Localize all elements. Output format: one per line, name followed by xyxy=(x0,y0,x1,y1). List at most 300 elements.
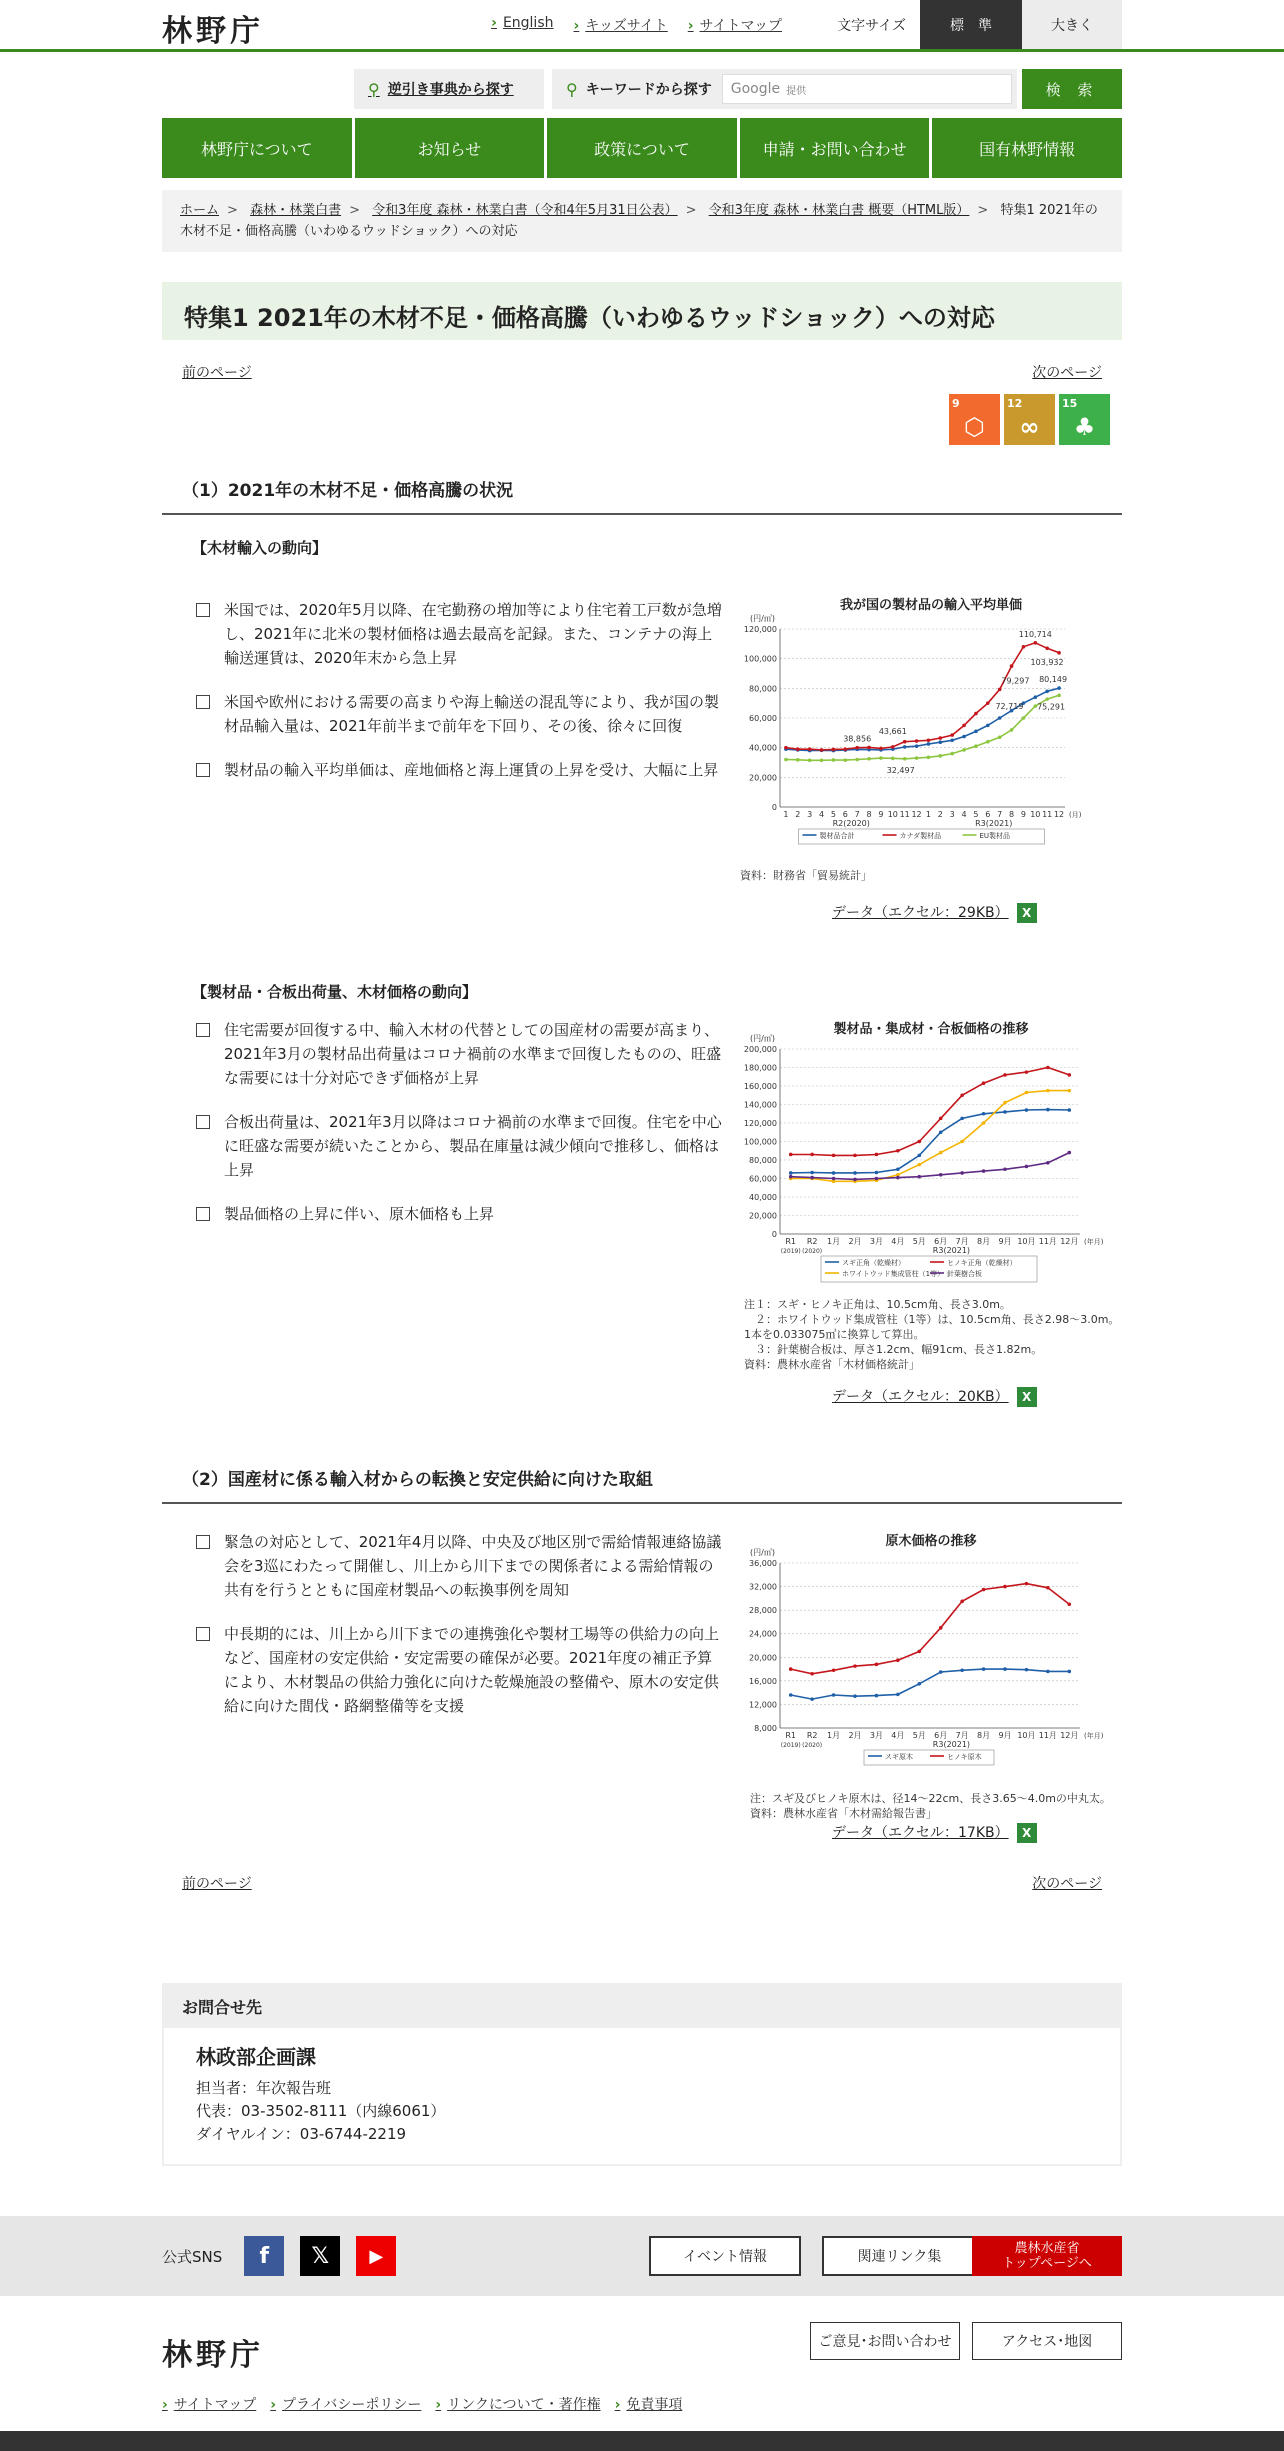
main-content xyxy=(162,190,1122,2166)
data-point xyxy=(903,757,907,761)
data-label: 43,661 xyxy=(878,727,907,737)
data-point xyxy=(960,1117,964,1121)
data-point xyxy=(1046,1066,1050,1070)
data-point xyxy=(1057,651,1061,655)
x-tick-label: 10月 xyxy=(1017,1237,1036,1246)
x-axis-label: (年月) xyxy=(1084,1732,1104,1740)
series-line xyxy=(786,643,1059,750)
section1-heading: （1）2021年の木材不足・価格高騰の状況 xyxy=(162,476,1122,515)
reverse-dictionary-label: 逆引き事典から探す xyxy=(387,82,514,98)
data-point xyxy=(879,756,883,760)
data-point xyxy=(1057,686,1061,690)
data-label: 32,497 xyxy=(886,765,915,775)
x-tick-label: 8 xyxy=(1009,810,1015,819)
bullet-item: 製品価格の上昇に伴い、原木価格も上昇 xyxy=(196,1202,722,1226)
data-point xyxy=(853,1178,857,1182)
contact-line: 担当者：年次報告班 xyxy=(196,2079,332,2097)
data-point xyxy=(917,1650,921,1654)
chart-source: 資料：財務省「貿易統計」 xyxy=(740,869,872,882)
section2-bullets xyxy=(162,1530,722,1830)
data-point xyxy=(939,1151,943,1155)
data-label: 103,932 xyxy=(1030,657,1064,667)
x-tick-label: 7月 xyxy=(955,1237,969,1246)
data-point xyxy=(962,724,966,728)
bullet-item: 合板出荷量は、2021年3月以降はコロナ禍前の水準まで回復。住宅を中心に旺盛な需要が続いたことから、製品在庫量は減少傾向で推移し、価格は上昇 xyxy=(196,1110,722,1182)
data-point xyxy=(867,757,871,761)
data-point xyxy=(950,733,954,737)
contact-box xyxy=(162,1983,1122,2166)
data-point xyxy=(853,1171,857,1175)
data-point xyxy=(832,1668,836,1672)
chart-notes: 注：スギ及びヒノキ原木は、径14～22cm、長さ3.65～4.0mの中丸太。 資料：農林水産省「木材需給報告書」 xyxy=(750,1792,1111,1820)
y-tick-label: 20,000 xyxy=(749,773,777,783)
data-point xyxy=(875,1663,879,1667)
font-size-standard-button[interactable]: 標 準 xyxy=(920,0,1022,49)
data-point xyxy=(879,747,883,751)
y-tick-label: 160,000 xyxy=(743,1082,777,1091)
bullet-icon xyxy=(196,603,210,617)
bullet-icon xyxy=(196,1115,210,1129)
x-tick-label: 5 xyxy=(830,810,836,819)
data-point xyxy=(960,1600,964,1604)
x-tick-label: 8月 xyxy=(977,1237,991,1246)
x-tick-label: 6月 xyxy=(934,1731,948,1740)
data-point xyxy=(1067,1151,1071,1155)
x-tick-label: 12 xyxy=(1053,810,1065,819)
data-point xyxy=(1010,728,1014,732)
y-axis-label: (円/㎥) xyxy=(750,1034,775,1043)
data-point xyxy=(820,748,824,752)
data-point xyxy=(915,739,919,743)
global-nav xyxy=(0,118,1284,178)
pager-top xyxy=(162,362,1122,382)
data-point xyxy=(832,1154,836,1158)
data-point xyxy=(982,1667,986,1671)
x-tick-label: 1 xyxy=(783,810,789,819)
breadcrumb-r3-hakusho[interactable]: 令和3年度 森林・林業白書（令和4年5月31日公表） xyxy=(372,203,678,218)
data-point xyxy=(808,758,812,762)
youtube-icon[interactable]: ▶ xyxy=(356,2236,396,2276)
footer-copyright-link[interactable]: › リンクについて・著作権 xyxy=(435,2394,600,2414)
legend-label: ヒノキ原木 xyxy=(947,1753,982,1761)
footer-links xyxy=(162,2394,682,2414)
chart-title: 原木価格の推移 xyxy=(885,1534,977,1549)
data-point xyxy=(1046,1089,1050,1093)
data-point xyxy=(891,745,895,749)
data-point xyxy=(853,1154,857,1158)
year-label: R3(2021) xyxy=(932,1740,971,1749)
data-point xyxy=(1067,1602,1071,1606)
search-bar xyxy=(0,52,1284,122)
data-point xyxy=(939,1670,943,1674)
x-icon[interactable]: 𝕏 xyxy=(300,2236,340,2276)
x-tick-label: 11 xyxy=(1042,810,1053,819)
data-point xyxy=(986,701,990,705)
download-link-17kb[interactable]: データ（エクセル：17KB） xyxy=(832,1825,1009,1841)
x-tick-label: 3 xyxy=(949,810,955,819)
x-tick-label: 3月 xyxy=(869,1237,883,1246)
y-tick-label: 32,000 xyxy=(749,1582,777,1592)
data-point xyxy=(1003,1110,1007,1114)
x-tick-label: 6 xyxy=(985,810,991,819)
year-label: R3(2021) xyxy=(932,1246,971,1255)
x-tick-label: 6 xyxy=(842,810,848,819)
font-size-large-button[interactable]: 大きく xyxy=(1022,0,1122,49)
data-point xyxy=(1046,1670,1050,1674)
excel-icon: X xyxy=(1017,1387,1037,1407)
data-point xyxy=(832,748,836,752)
x-tick-label: 9月 xyxy=(998,1731,1012,1740)
x-tick-label: 11月 xyxy=(1038,1237,1057,1246)
breadcrumb-home[interactable]: ホーム xyxy=(180,203,220,218)
x-axis-label: (年月) xyxy=(1084,1238,1104,1246)
data-point xyxy=(789,1175,793,1179)
data-point xyxy=(1046,1108,1050,1112)
contact-dept: 林政部企画課 xyxy=(196,2045,316,2069)
data-point xyxy=(982,1169,986,1173)
data-point xyxy=(796,747,800,751)
data-point xyxy=(896,1658,900,1662)
data-point xyxy=(1025,1070,1029,1074)
site-logo[interactable]: 林野庁 xyxy=(162,14,264,49)
bullet-item: 製材品の輸入平均単価は、産地価格と海上運賃の上昇を受け、大幅に上昇 xyxy=(196,758,722,782)
y-tick-label: 140,000 xyxy=(743,1100,777,1110)
data-point xyxy=(1045,646,1049,650)
data-point xyxy=(974,730,978,734)
data-point xyxy=(950,738,954,742)
data-point xyxy=(986,724,990,728)
access-map-button[interactable]: アクセス･地図 xyxy=(972,2322,1122,2360)
prices-subheading: 【製材品・合板出荷量、木材価格の動向】 xyxy=(192,983,478,1001)
kids-site-link[interactable]: › キッズサイト xyxy=(574,15,668,35)
excel-icon: X xyxy=(1017,1823,1037,1843)
x-tick-label: 5月 xyxy=(912,1237,926,1246)
maff-top-button[interactable]: 農林水産省 トップページへ xyxy=(972,2236,1122,2276)
nav-national-forest[interactable]: 国有林野情報 xyxy=(932,118,1122,178)
data-point xyxy=(1067,1670,1071,1674)
data-point xyxy=(853,1694,857,1698)
nav-about[interactable]: 林野庁について xyxy=(162,118,352,178)
x-tick-label: 5月 xyxy=(912,1731,926,1740)
sdg-12-icon: 12 ∞ xyxy=(1004,394,1055,445)
font-size-label: 文字サイズ xyxy=(837,18,906,34)
data-point xyxy=(927,742,931,746)
data-point xyxy=(810,1176,814,1180)
chart-title: 製材品・集成材・合板価格の推移 xyxy=(833,1022,1029,1037)
product-price-chart xyxy=(740,1034,1104,1289)
nav-policy[interactable]: 政策について xyxy=(547,118,737,178)
data-point xyxy=(917,1175,921,1179)
data-label: 72,719 xyxy=(995,702,1024,712)
x-tick-label: 1月 xyxy=(827,1731,841,1740)
data-point xyxy=(917,1154,921,1158)
x-tick-label: 12 xyxy=(911,810,922,819)
bullet-item: 中長期的には、川上から川下までの連携強化や製材工場等の供給力の向上など、国産材の安定供給・安定需要の確保が必要。2021年度の補正予算により、木材製品の供給力強化に向けた乾燥施設の整備や、原木の安定供給に向けた間伐・路網整備等を支援 xyxy=(196,1622,722,1718)
data-point xyxy=(844,758,848,762)
bullet-icon xyxy=(196,1207,210,1221)
data-point xyxy=(998,688,1002,692)
keyword-search-box xyxy=(552,69,1017,109)
data-point xyxy=(950,752,954,756)
data-point xyxy=(1046,1161,1050,1165)
data-point xyxy=(875,1153,879,1157)
y-tick-label: 20,000 xyxy=(749,1211,777,1221)
y-tick-label: 16,000 xyxy=(749,1676,777,1686)
data-point xyxy=(1010,664,1014,668)
data-point xyxy=(927,756,931,760)
data-label: 38,856 xyxy=(843,734,872,744)
imports-row xyxy=(162,576,1122,894)
data-point xyxy=(903,745,907,749)
x-tick-label: 2 xyxy=(795,810,801,819)
data-point xyxy=(974,744,978,748)
data-point xyxy=(832,758,836,762)
legend-label: ヒノキ正角（乾燥材） xyxy=(947,1259,1017,1267)
data-point xyxy=(939,754,943,758)
english-link[interactable]: › English xyxy=(491,15,553,35)
data-point xyxy=(1003,1101,1007,1105)
data-point xyxy=(1003,1667,1007,1671)
x-tick-label: 5 xyxy=(973,810,979,819)
data-point xyxy=(960,1140,964,1144)
sns-bar xyxy=(0,2216,1284,2296)
y-tick-label: 120,000 xyxy=(743,625,777,634)
x-tick-label: 4月 xyxy=(891,1731,905,1740)
data-point xyxy=(891,757,895,761)
data-point xyxy=(939,1173,943,1177)
y-tick-label: 180,000 xyxy=(743,1063,777,1073)
data-point xyxy=(867,746,871,750)
data-point xyxy=(927,738,931,742)
y-tick-label: 100,000 xyxy=(743,1137,777,1147)
data-point xyxy=(789,1153,793,1157)
year-label: R2(2020) xyxy=(832,819,870,828)
download-link-29kb[interactable]: データ（エクセル：29KB） xyxy=(832,905,1009,921)
facebook-icon[interactable]: f xyxy=(244,2236,284,2276)
import-price-chart xyxy=(740,614,1082,860)
data-point xyxy=(982,1121,986,1125)
download-link-20kb[interactable]: データ（エクセル：20KB） xyxy=(832,1389,1009,1405)
x-tick-label: 11月 xyxy=(1038,1731,1057,1740)
chart-notes: 注１：スギ・ヒノキ正角は、10.5cm角、長さ3.0m。 ２：ホワイトウッド集成管柱（1等）は、10.5cm角、長さ2.98～3.0m。1本を0.033075㎥に換算して算出。 ３：針葉樹合板は、厚さ1.2cm、幅91cm、長さ1.82m。 資料：農林水産省「木材価格統計」 xyxy=(744,1298,1120,1371)
data-point xyxy=(939,740,943,744)
x-axis-label: (月) xyxy=(1069,811,1082,819)
google-label: Google xyxy=(730,81,781,97)
x-tick-label: 11 xyxy=(899,810,910,819)
contact-line: ダイヤルイン：03-6744-2219 xyxy=(196,2125,407,2143)
nav-application[interactable]: 申請・お問い合わせ xyxy=(740,118,930,178)
y-tick-label: 60,000 xyxy=(749,714,777,723)
x-tick-label: 8 xyxy=(866,810,872,819)
data-point xyxy=(998,716,1002,720)
imports-bullets xyxy=(162,576,722,894)
download-row xyxy=(732,902,1122,923)
google-provided-label: 提供 xyxy=(786,85,807,97)
x-tick-label: 1月 xyxy=(827,1237,841,1246)
x-tick-label: R2 xyxy=(806,1237,818,1246)
prices-row xyxy=(162,1018,1122,1418)
breadcrumb-hakusho[interactable]: 森林・林業白書 xyxy=(250,203,342,218)
data-point xyxy=(960,1171,964,1175)
data-point xyxy=(896,1149,900,1153)
bullet-icon xyxy=(196,1627,210,1641)
data-point xyxy=(974,712,978,716)
footer-disclaimer-link[interactable]: › 免責事項 xyxy=(615,2394,683,2414)
next-page-link[interactable]: 次のページ xyxy=(1032,1876,1102,1892)
opinion-button[interactable]: ご意見･お問い合わせ xyxy=(810,2322,960,2360)
y-tick-label: 28,000 xyxy=(749,1606,777,1616)
data-point xyxy=(982,1588,986,1592)
x-tick-label: 7 xyxy=(997,810,1003,819)
data-point xyxy=(832,1177,836,1181)
sdg-15-icon: 15 ♣ xyxy=(1059,394,1110,445)
bullet-icon xyxy=(196,1023,210,1037)
y-tick-label: 8,000 xyxy=(754,1724,777,1733)
bullet-item: 緊急の対応として、2021年4月以降、中央及び地区別で需給情報連絡協議会を3巡にわたって開催し、川上から川下までの関係者による需給情報の共有を行うとともに国産材製品への転換事例を周知 xyxy=(196,1530,722,1602)
year-sub-label: (2020) xyxy=(802,1248,823,1255)
data-point xyxy=(1025,1108,1029,1112)
x-tick-label: 4 xyxy=(819,810,825,819)
x-tick-label: R1 xyxy=(785,1237,797,1246)
contact-line: 代表：03-3502-8111（内線6061） xyxy=(196,2102,446,2120)
data-point xyxy=(810,1672,814,1676)
x-tick-label: 2月 xyxy=(848,1731,862,1740)
data-point xyxy=(1025,1582,1029,1586)
bullet-item: 米国では、2020年5月以降、在宅勤務の増加等により住宅着工戸数が急増し、2021年に北米の製材価格は過去最高を記録。また、コンテナの海上輸送運賃は、2020年末から急上昇 xyxy=(196,598,722,670)
log-price-chart xyxy=(740,1548,1104,1783)
footer-sitemap-link[interactable]: › サイトマップ xyxy=(162,2394,256,2414)
data-point xyxy=(917,1140,921,1144)
sdgs-row xyxy=(162,394,1122,454)
data-label: 110,714 xyxy=(1018,629,1052,639)
search-input[interactable] xyxy=(722,74,1012,104)
x-tick-label: 2 xyxy=(937,810,943,819)
y-tick-label: 12,000 xyxy=(749,1700,777,1710)
x-tick-label: 9月 xyxy=(998,1237,1012,1246)
log-price-chart-column xyxy=(722,1530,1122,1830)
data-point xyxy=(1003,1073,1007,1077)
data-point xyxy=(1022,645,1026,649)
year-sub-label: (2019) xyxy=(780,1742,801,1749)
sitemap-link[interactable]: › サイトマップ xyxy=(688,15,782,35)
x-tick-label: 3月 xyxy=(869,1731,883,1740)
y-tick-label: 200,000 xyxy=(743,1045,777,1054)
y-axis-label: (円/㎥) xyxy=(750,614,775,623)
reverse-dictionary-search-button[interactable] xyxy=(354,69,544,109)
data-point xyxy=(810,1153,814,1157)
event-info-button[interactable]: イベント情報 xyxy=(649,2236,801,2276)
x-tick-label: 12月 xyxy=(1060,1731,1079,1740)
imports-subheading: 【木材輸入の動向】 xyxy=(192,539,328,557)
data-point xyxy=(810,1171,814,1175)
x-tick-label: 10月 xyxy=(1017,1731,1036,1740)
data-point xyxy=(808,747,812,751)
data-point xyxy=(784,758,788,762)
data-point xyxy=(875,1171,879,1175)
next-page-link[interactable]: 次のページ xyxy=(1032,365,1102,381)
y-axis-label: (円/㎥) xyxy=(750,1548,775,1557)
data-point xyxy=(875,1177,879,1181)
sns-label: 公式SNS xyxy=(162,2247,223,2266)
data-label: 75,291 xyxy=(1037,702,1066,712)
prev-page-link[interactable]: 前のページ xyxy=(182,1876,252,1892)
data-point xyxy=(1025,1091,1029,1095)
legend-label: カナダ製材品 xyxy=(899,832,942,840)
data-point xyxy=(962,735,966,739)
data-point xyxy=(1067,1089,1071,1093)
data-point xyxy=(982,1112,986,1116)
data-point xyxy=(982,1081,986,1085)
search-icon: ⚲ xyxy=(368,79,380,99)
data-point xyxy=(939,1130,943,1134)
year-sub-label: (2019) xyxy=(780,1248,801,1255)
prev-page-link[interactable]: 前のページ xyxy=(182,365,252,381)
data-point xyxy=(796,758,800,762)
data-label: 79,297 xyxy=(1001,676,1030,686)
footer-logo[interactable]: 林野庁 xyxy=(162,2338,264,2373)
bullet-icon xyxy=(196,763,210,777)
data-point xyxy=(853,1664,857,1668)
page-title: 特集1 2021年の木材不足・価格高騰（いわゆるウッドショック）への対応 xyxy=(162,282,1122,340)
search-button[interactable]: 検 索 xyxy=(1022,69,1122,109)
data-point xyxy=(844,747,848,751)
site-footer xyxy=(0,2296,1284,2431)
data-point xyxy=(1003,1167,1007,1171)
x-tick-label: 9 xyxy=(878,810,884,819)
breadcrumb-r3-summary[interactable]: 令和3年度 森林・林業白書 概要（HTML版） xyxy=(708,203,970,218)
data-point xyxy=(1003,1585,1007,1589)
bullet-icon xyxy=(196,695,210,709)
data-point xyxy=(1057,694,1061,698)
data-point xyxy=(789,1693,793,1697)
pager-bottom xyxy=(162,1873,1122,1893)
year-label: R3(2021) xyxy=(975,819,1013,828)
data-point xyxy=(820,758,824,762)
breadcrumb: ホーム > 森林・林業白書 > 令和3年度 森林・林業白書（令和4年5月31日公表） > 令和3年度 森林・林業白書 概要（HTML版） > 特集1 2021年の木材不足・価格高騰（いわゆるウッドショック）への対応 xyxy=(162,190,1122,252)
data-label: 80,149 xyxy=(1039,675,1068,685)
x-tick-label: 8月 xyxy=(977,1731,991,1740)
data-point xyxy=(917,1682,921,1686)
y-tick-label: 120,000 xyxy=(743,1119,777,1128)
x-tick-label: 2月 xyxy=(848,1237,862,1246)
legend-label: 針葉樹合板 xyxy=(947,1270,982,1278)
y-tick-label: 80,000 xyxy=(749,684,777,694)
related-links-button[interactable]: 関連リンク集 xyxy=(822,2236,977,2276)
data-point xyxy=(998,735,1002,739)
data-point xyxy=(986,740,990,744)
x-tick-label: 12月 xyxy=(1060,1237,1079,1246)
y-tick-label: 36,000 xyxy=(749,1559,777,1568)
data-point xyxy=(1034,695,1038,699)
nav-news[interactable]: お知らせ xyxy=(355,118,545,178)
legend-label: 製材品合計 xyxy=(819,832,855,840)
data-point xyxy=(939,1117,943,1121)
site-header xyxy=(0,0,1284,52)
data-point xyxy=(784,746,788,750)
x-tick-label: R1 xyxy=(785,1731,797,1740)
y-tick-label: 40,000 xyxy=(749,743,777,753)
data-point xyxy=(960,1093,964,1097)
import-price-chart-column xyxy=(722,576,1122,894)
footer-privacy-link[interactable]: › プライバシーポリシー xyxy=(270,2394,421,2414)
data-point xyxy=(896,1693,900,1697)
sdg-9-icon: 9 ⬡ xyxy=(949,394,1000,445)
series-line xyxy=(791,1584,1070,1674)
sdgs-icons xyxy=(949,394,1110,445)
x-tick-label: 10 xyxy=(1030,810,1041,819)
y-tick-label: 80,000 xyxy=(749,1156,777,1165)
y-tick-label: 0 xyxy=(771,1230,777,1239)
